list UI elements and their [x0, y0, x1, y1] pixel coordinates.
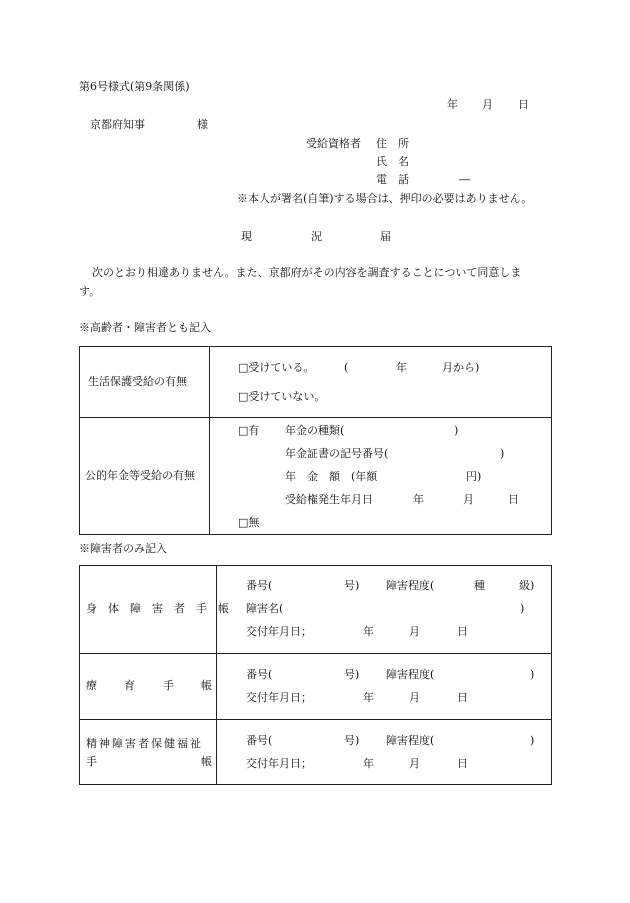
section2-heading: ※障害者のみ記入: [79, 542, 167, 555]
mental-number-suffix: 号): [344, 734, 360, 747]
addressee: 京都府知事: [90, 118, 145, 131]
rehab-issue-year: 年: [363, 691, 374, 704]
mental-label-cell: [80, 720, 217, 785]
welfare-value-cell: [210, 347, 552, 418]
mental-value-cell: [217, 720, 552, 785]
physical-label: 身 体 障 害 者 手 帳: [86, 602, 229, 615]
title-char-2: 況: [311, 230, 322, 243]
rehab-degree-close: ): [530, 668, 535, 681]
mental-label-line-2a: 手: [86, 755, 97, 768]
physical-issue-label: 交付年月日；: [246, 625, 312, 638]
rehab-label-cell: [80, 654, 217, 720]
welfare-label-cell: [80, 347, 210, 418]
mental-degree-close: ): [530, 734, 535, 747]
pension-start-label: 受給権発生年月日: [285, 493, 373, 506]
physical-issue-year: 年: [363, 625, 374, 638]
physical-degree-label: 障害程度(: [386, 579, 435, 592]
physical-number-suffix: 号): [344, 579, 360, 592]
rehab-label-d: 帳: [201, 679, 212, 692]
rehab-issue-day: 日: [457, 691, 468, 704]
welfare-year-label: 年: [396, 361, 407, 374]
mental-number-label: 番号(: [246, 734, 273, 747]
statement-line-1: 次のとおり相違ありません。また、京都府がその内容を調査することについて同意しま: [92, 266, 522, 279]
pension-option-yes[interactable]: □有: [238, 424, 260, 437]
date-month-label: 月: [482, 98, 493, 111]
rehab-value-cell: [217, 654, 552, 720]
mental-issue-year: 年: [363, 757, 374, 770]
mental-issue-label: 交付年月日；: [246, 757, 312, 770]
pension-type-close: ): [454, 424, 459, 437]
mental-label-line-1: 精神障害者保健福祉: [86, 737, 203, 750]
pension-amount-unit: 円): [466, 470, 482, 483]
phone-dash: ―: [459, 173, 470, 186]
mental-degree-label: 障害程度(: [386, 734, 435, 747]
pension-start-month: 月: [463, 493, 474, 506]
signature-note: ※本人が署名(自筆)する場合は、押印の必要はありません。: [237, 192, 533, 205]
welfare-paren-open: (: [344, 361, 349, 374]
mental-issue-day: 日: [457, 757, 468, 770]
welfare-row: [80, 347, 552, 418]
section1-table: [79, 346, 552, 535]
pension-label-cell: [80, 418, 210, 535]
mental-label-line-2b: 帳: [201, 755, 212, 768]
welfare-option-no[interactable]: □受けていない。: [238, 390, 326, 403]
pension-amount-label: 年 金 額 (年額: [285, 470, 378, 483]
title-char-3: 届: [380, 230, 391, 243]
pension-label: 公的年金等受給の有無: [85, 469, 195, 482]
date-day-label: 日: [518, 98, 529, 111]
recipient-role-label: 受給資格者: [306, 137, 361, 150]
addressee-suffix: 様: [197, 118, 208, 131]
physical-number-label: 番号(: [246, 579, 273, 592]
phone-label: 電 話: [376, 173, 409, 186]
physical-value-cell: [217, 566, 552, 654]
physical-issue-month: 月: [409, 625, 420, 638]
form-number: 第6号様式(第9条関係): [79, 80, 190, 93]
title-char-1: 現: [241, 230, 252, 243]
section2-table: [79, 565, 552, 785]
rehab-issue-month: 月: [409, 691, 420, 704]
section1-heading: ※高齢者・障害者とも記入: [79, 321, 211, 334]
pension-option-no[interactable]: □無: [238, 516, 260, 529]
welfare-label: 生活保護受給の有無: [88, 375, 187, 388]
physical-row: [80, 566, 552, 654]
welfare-month-from: 月から): [442, 361, 480, 374]
address-label: 住 所: [376, 137, 409, 150]
physical-name-label: 障害名(: [246, 602, 284, 615]
pension-cert-close: ): [500, 447, 505, 460]
physical-issue-day: 日: [457, 625, 468, 638]
physical-degree-class: 種: [474, 579, 485, 592]
mental-issue-month: 月: [409, 757, 420, 770]
rehab-label-c: 手: [163, 679, 174, 692]
rehab-number-label: 番号(: [246, 668, 273, 681]
welfare-option-yes[interactable]: □受けている。: [238, 361, 315, 374]
rehab-number-suffix: 号): [344, 668, 360, 681]
physical-degree-grade: 級): [519, 579, 535, 592]
rehab-label-b: 育: [124, 679, 135, 692]
physical-name-close: ): [520, 602, 525, 615]
rehab-row: [80, 654, 552, 720]
pension-type-label: 年金の種類(: [285, 424, 345, 437]
mental-row: [80, 720, 552, 785]
rehab-label-a: 療: [86, 679, 97, 692]
pension-row: [80, 418, 552, 535]
pension-value-cell: [210, 418, 552, 535]
name-label: 氏 名: [376, 155, 409, 168]
pension-cert-label: 年金証書の記号番号(: [285, 447, 389, 460]
rehab-degree-label: 障害程度(: [386, 668, 435, 681]
pension-start-year: 年: [413, 493, 424, 506]
pension-start-day: 日: [508, 493, 519, 506]
rehab-issue-label: 交付年月日；: [246, 691, 312, 704]
date-year-label: 年: [447, 98, 458, 111]
statement-line-2: す。: [79, 285, 101, 298]
physical-label-cell: [80, 566, 229, 654]
